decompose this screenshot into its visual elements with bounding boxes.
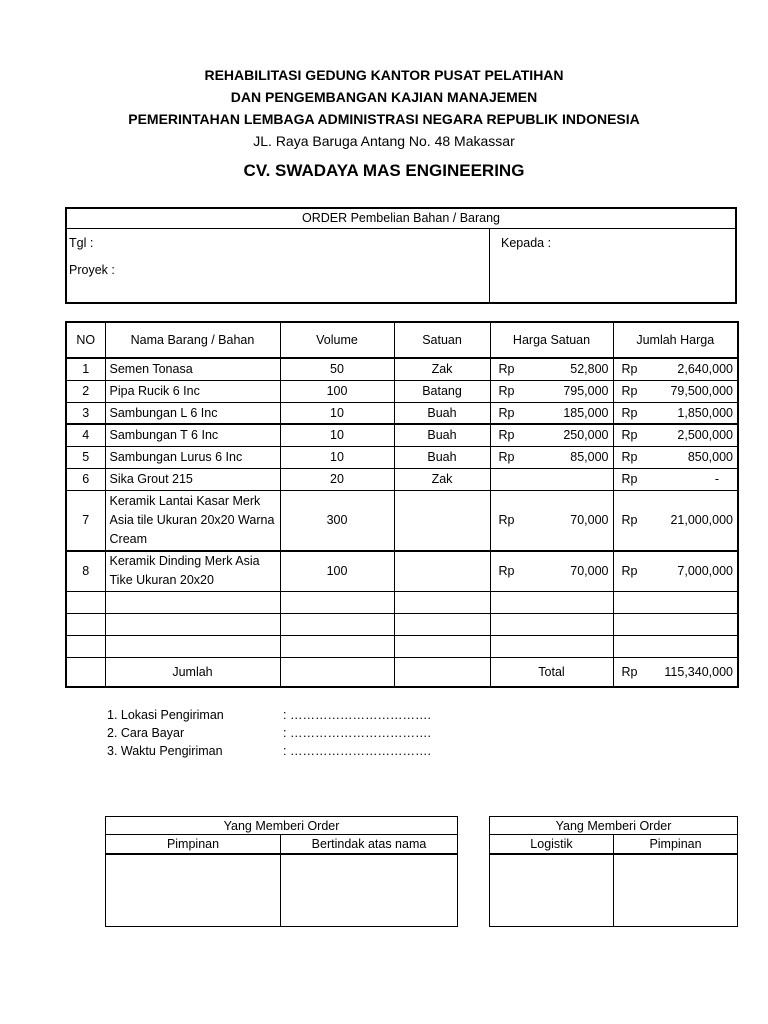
cell-name: Keramik Lantai Kasar Merk Asia tile Ukuran 20x20 Warna Cream [105,490,280,551]
cell-volume: 50 [280,358,394,380]
cell-total-currency: Rp [621,472,638,486]
cell-price: 85,000 [570,450,609,464]
cell-unit: Batang [394,380,490,402]
signature-left-col1: Pimpinan [106,835,281,854]
signature-block-left [105,816,458,927]
cell-total-currency: Rp [621,384,638,398]
note-row [107,744,431,762]
header-line-1: REHABILITASI GEDUNG KANTOR PUSAT PELATIHAN [204,67,564,83]
order-box-divider [489,228,490,304]
cell-unit: Zak [394,468,490,490]
note-row [107,708,431,726]
cell-name: Pipa Rucik 6 Inc [105,380,280,402]
table-row [66,490,738,551]
cell-volume: 10 [280,446,394,468]
cell-name: Sika Grout 215 [105,468,280,490]
cell-price-currency: Rp [498,513,515,528]
cell-total-currency: Rp [621,362,638,377]
cell-name: Sambungan Lurus 6 Inc [105,446,280,468]
jumlah-label: Jumlah [105,657,280,687]
signature-left-col2: Bertindak atas nama [281,835,458,854]
cell-total-currency: Rp [621,513,638,528]
cell-total: 21,000,000 [670,513,733,528]
cell-volume: 10 [280,402,394,424]
cell-unit: Zak [394,358,490,380]
table-row [66,380,738,402]
note-value: : ……………………………. [283,708,431,722]
cell-name: Sambungan T 6 Inc [105,424,280,446]
note-value: : ……………………………. [283,744,431,758]
signature-right-col2: Pimpinan [614,835,738,854]
total-row [66,657,738,687]
cell-volume: 100 [280,551,394,591]
signature-area [614,854,738,927]
cell-no: 6 [66,468,105,490]
table-row [66,591,738,613]
table-row [66,402,738,424]
cell-price: 70,000 [570,513,609,528]
cell-total-currency: Rp [621,564,638,579]
note-row [107,726,431,744]
cell-price-currency: Rp [498,405,515,420]
company-name: CV. SWADAYA MAS ENGINEERING [243,161,525,180]
table-row [66,358,738,380]
note-label: 3. Waktu Pengiriman [107,744,223,758]
total-label: Total [490,657,613,687]
header-volume: Volume [280,322,394,358]
note-value: : ……………………………. [283,726,431,740]
signature-left-title: Yang Memberi Order [106,817,458,835]
cell-name: Semen Tonasa [105,358,280,380]
items-table [65,321,739,688]
grand-total-currency: Rp [621,664,638,679]
order-box [65,207,737,304]
table-row [66,613,738,635]
cell-total-currency: Rp [621,405,638,420]
cell-price: 795,000 [563,384,609,398]
cell-total-currency: Rp [621,428,638,443]
cell-price-currency: Rp [498,564,515,579]
cell-no: 2 [66,380,105,402]
cell-price-currency: Rp [498,450,515,464]
table-row [66,635,738,657]
cell-price-currency: Rp [498,428,515,443]
cell-total: 1,850,000 [677,405,733,420]
cell-total: - [714,472,719,486]
cell-price: 52,800 [570,362,609,377]
grand-total-value: 115,340,000 [664,664,733,679]
header-name: Nama Barang / Bahan [105,322,280,358]
header-no: NO [66,322,105,358]
cell-no: 4 [66,424,105,446]
cell-total: 2,500,000 [677,428,733,443]
signature-right-title: Yang Memberi Order [490,817,738,835]
signature-block-right [489,816,738,927]
cell-name: Sambungan L 6 Inc [105,402,280,424]
header-total-price: Jumlah Harga [613,322,738,358]
cell-unit [394,490,490,551]
cell-unit: Buah [394,402,490,424]
table-row [66,551,738,591]
cell-total: 2,640,000 [677,362,733,377]
cell-no: 5 [66,446,105,468]
cell-total: 850,000 [687,450,733,464]
cell-total-currency: Rp [621,450,638,464]
cell-unit: Buah [394,424,490,446]
cell-price: 70,000 [570,564,609,579]
note-label: 1. Lokasi Pengiriman [107,708,224,722]
cell-no: 8 [66,551,105,591]
delivery-notes [107,708,431,762]
cell-total: 7,000,000 [677,564,733,579]
cell-unit: Buah [394,446,490,468]
header-address: JL. Raya Baruga Antang No. 48 Makassar [253,133,515,149]
table-header-row [66,322,738,358]
header-unit: Satuan [394,322,490,358]
signature-area [490,854,614,927]
header-unit-price: Harga Satuan [490,322,613,358]
cell-price: 185,000 [563,405,609,420]
kepada-label: Kepada : [501,236,552,250]
cell-price-currency: Rp [498,384,515,398]
cell-no: 3 [66,402,105,424]
cell-no: 1 [66,358,105,380]
table-row [66,446,738,468]
note-label: 2. Cara Bayar [107,726,185,740]
cell-no: 7 [66,490,105,551]
cell-volume: 100 [280,380,394,402]
cell-volume: 20 [280,468,394,490]
cell-name: Keramik Dinding Merk Asia Tike Ukuran 20x20 [105,551,280,591]
cell-price: 250,000 [563,428,609,443]
signature-right-col1: Logistik [490,835,614,854]
header-line-2: DAN PENGEMBANGAN KAJIAN MANAJEMEN [230,89,538,105]
cell-total: 79,500,000 [670,384,733,398]
proyek-label: Proyek : [69,263,115,277]
cell-price-currency: Rp [498,362,515,377]
cell-unit [394,551,490,591]
signature-area [281,854,458,927]
header-line-3: PEMERINTAHAN LEMBAGA ADMINISTRASI NEGARA REPUBLIK INDONESIA [128,111,640,127]
table-row [66,424,738,446]
order-box-title: ORDER Pembelian Bahan / Barang [67,209,735,229]
table-row [66,468,738,490]
tgl-label: Tgl : [69,236,94,250]
signature-area [106,854,281,927]
cell-volume: 10 [280,424,394,446]
cell-volume: 300 [280,490,394,551]
